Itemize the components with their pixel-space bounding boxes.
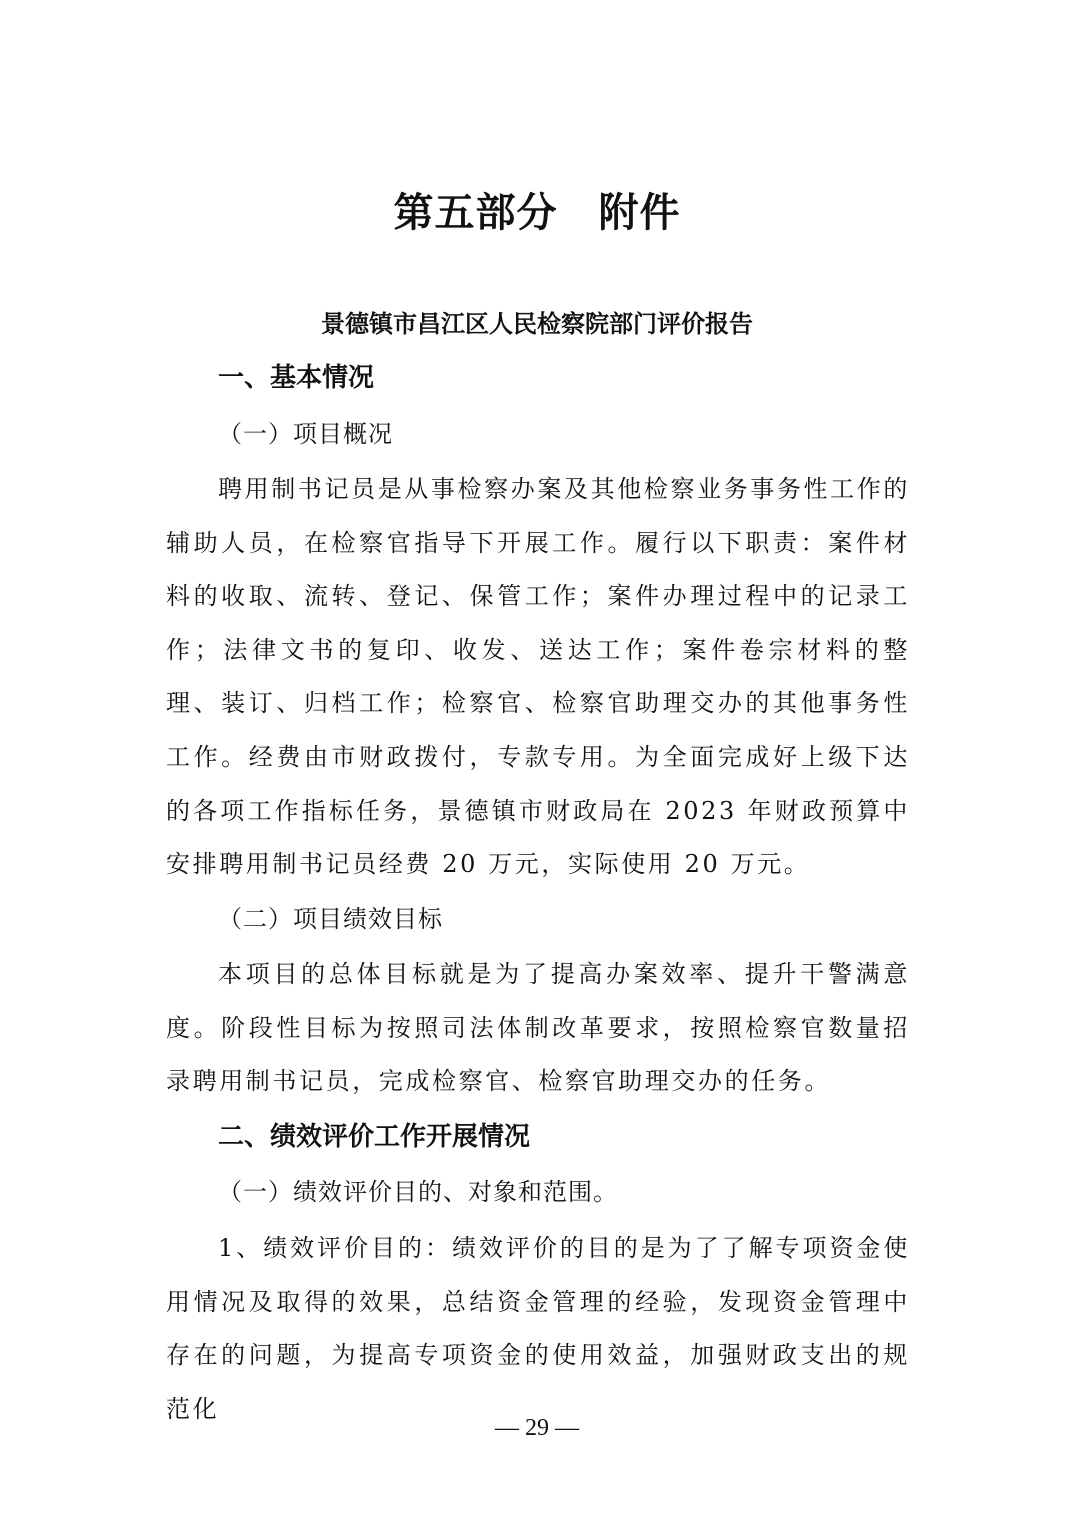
page-number: — 29 — [495,1415,579,1441]
part-title: 第五部分 附件 [393,190,681,236]
subsection-heading-project-overview: （一）项目概况 [218,420,393,448]
subsection-heading-evaluation-purpose: （一）绩效评价目的、对象和范围。 [218,1178,618,1206]
paragraph-evaluation-purpose: 1、绩效评价目的：绩效评价的目的是为了了解专项资金使用情况及取得的效果，总结资金管理的经验，发现资金管理中存在的问题，为提高专项资金的使用效益，加强财政支出的规范化 [166,1234,910,1423]
report-title: 景德镇市昌江区人民检察院部门评价报告 [321,310,753,338]
paragraph-performance-goals: 本项目的总体目标就是为了提高办案效率、提升干警满意度。阶段性目标为按照司法体制改革要求，按照检察官数量招录聘用制书记员，完成检察官、检察官助理交办的任务。 [166,960,910,1096]
section-heading-basic-info: 一、基本情况 [218,363,375,393]
subsection-heading-performance-goals: （二）项目绩效目标 [218,905,443,933]
paragraph-project-overview: 聘用制书记员是从事检察办案及其他检察业务事务性工作的辅助人员，在检察官指导下开展工作。履行以下职责：案件材料的收取、流转、登记、保管工作；案件办理过程中的记录工作；法律文书的复印、收发、送达工作；案件卷宗材料的整理、装订、归档工作；检察官、检察官助理交办的其他事务性工作。经费由市财政拨付，专款专用。为全面完成好上级下达的各项工作指标任务，景德镇市财政局在 2023 年财政预算中安排聘用制书记员经费 20 万元，实际使用 20 万元。 [166,475,910,879]
section-heading-evaluation-work: 二、绩效评价工作开展情况 [218,1122,531,1152]
